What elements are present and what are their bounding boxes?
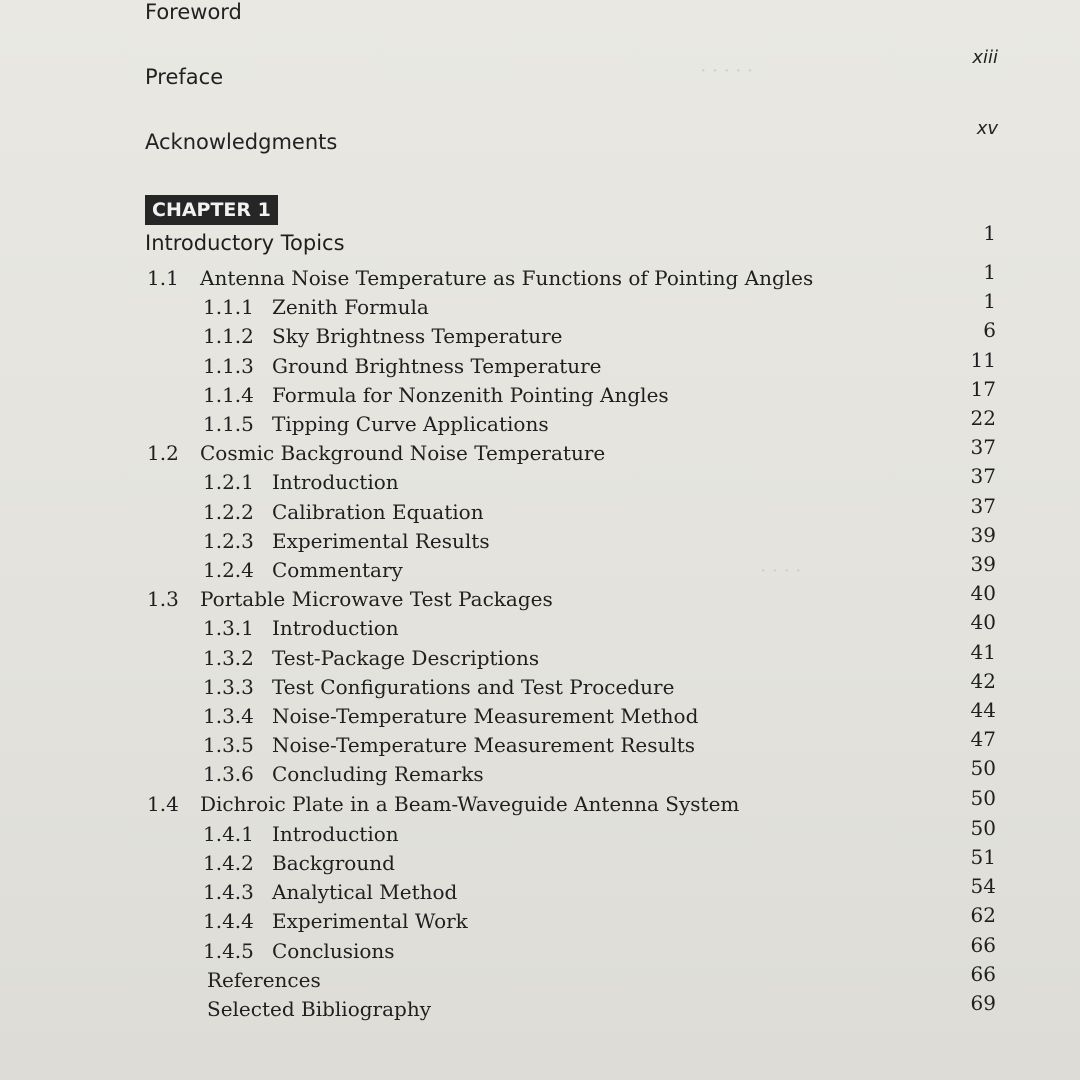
toc-entry-number: 1.2.4 [203, 558, 254, 582]
toc-entry-number: 1.2 [147, 441, 179, 465]
toc-entry [0, 435, 1080, 469]
toc-entry [0, 406, 1080, 440]
toc-entry-number: 1.4.5 [203, 939, 254, 963]
toc-entry-page: 62 [970, 903, 996, 927]
toc-entry [0, 845, 1080, 879]
toc-entry-title: References [207, 968, 321, 992]
toc-foreword: Foreword [145, 0, 242, 24]
toc-acknowledgments-page: xv [976, 118, 998, 139]
toc-entry-number: 1.3.5 [203, 733, 254, 757]
toc-entry-page: 1 [983, 289, 996, 313]
toc-entry [0, 260, 1080, 294]
toc-entry-page: 22 [970, 406, 996, 430]
chapter-page-number: 1 [983, 221, 996, 245]
toc-entry [0, 552, 1080, 586]
toc-entry-title: Concluding Remarks [272, 762, 484, 786]
chapter-title: Introductory Topics [145, 231, 345, 255]
toc-entry-page: 66 [970, 933, 996, 957]
toc-entry-number: 1.1.2 [203, 324, 254, 348]
book-page: · · · · · · · · · Foreword Preface xiii Acknowledgments xv CHAPTER 1 Introductory Topics 1 1.1 Antenna Noise Temperature as Functions of Pointing Angles 1 1.1.1 Zenith Formula 1 1.1.2 Sky Brightness Temperature 6 1.1.3 Ground Brightness Temperature 11 1.1.4 Formula for Nonzenith Pointing Angles 17 1.1.5 Tipping Curve Applications 22 1.2 Cosmic Background Noise Temperature 37 1.2.1 Introduction 37 1.2.2 Calibration Equation 37 1.2.3 Experimental Results 39 1.2.4 Commentary 39 1.3 Portable Microwave Test Packages 40 1.3.1 Introduction 40 1.3.2 Test-Package Descriptions 41 1.3.3 Test Configurations and Test Procedure 42 1.3.4 Noise-Temperature Measurement Method 44 1.3.5 Noise-Temperature Measurement Results 47 1.3.6 Concluding Remarks 50 1.4 Dichroic Plate in a Beam-Waveguide Antenna System 50 1.4.1 Introduction 50 1.4.2 Background 51 1.4.3 Analytical Method 54 1.4.4 Experimental Work 62 1.4.5 Conclusions 66 References 66 Selected Bibliography 69 [0, 0, 1080, 1080]
toc-entry-title: Analytical Method [272, 880, 458, 904]
toc-entry-page: 6 [983, 318, 996, 342]
toc-entry-page: 37 [970, 494, 996, 518]
chapter-badge: CHAPTER 1 [145, 195, 278, 225]
toc-entry-page: 41 [970, 640, 996, 664]
toc-entry-page: 1 [983, 260, 996, 284]
toc-entry-page: 37 [970, 435, 996, 459]
toc-entry [0, 962, 1080, 996]
toc-entry-title: Test-Package Descriptions [272, 646, 540, 670]
toc-entry [0, 523, 1080, 557]
toc-entry [0, 933, 1080, 967]
toc-entry [0, 698, 1080, 732]
toc-entry-number: 1.3.3 [203, 675, 254, 699]
toc-entry [0, 991, 1080, 1025]
toc-entry-page: 17 [970, 377, 996, 401]
toc-entry-page: 50 [970, 816, 996, 840]
toc-entry [0, 581, 1080, 615]
toc-entry [0, 756, 1080, 790]
toc-entry [0, 348, 1080, 382]
toc-entry-title: Sky Brightness Temperature [272, 324, 563, 348]
toc-entry-title: Noise-Temperature Measurement Results [272, 733, 696, 757]
toc-entry-number: 1.4.2 [203, 851, 254, 875]
toc-entry-title: Introduction [272, 822, 399, 846]
toc-entry [0, 610, 1080, 644]
toc-entry-title: Introduction [272, 470, 399, 494]
toc-entry-number: 1.3 [147, 587, 179, 611]
toc-entry-page: 50 [970, 786, 996, 810]
toc-entry-number: 1.4 [147, 792, 179, 816]
toc-entry-page: 39 [970, 523, 996, 547]
toc-entry-number: 1.3.4 [203, 704, 254, 728]
toc-entry-title: Experimental Work [272, 909, 468, 933]
toc-entry-number: 1.3.1 [203, 616, 254, 640]
toc-entry-title: Zenith Formula [272, 295, 429, 319]
toc-entry-number: 1.4.4 [203, 909, 254, 933]
toc-entry-title: Ground Brightness Temperature [272, 354, 602, 378]
toc-entry-number: 1.1.4 [203, 383, 254, 407]
toc-entry [0, 318, 1080, 352]
toc-entry [0, 786, 1080, 820]
toc-entry-title: Experimental Results [272, 529, 490, 553]
toc-entry [0, 289, 1080, 323]
toc-entry [0, 816, 1080, 850]
toc-entry-page: 40 [970, 610, 996, 634]
toc-entry-title: Antenna Noise Temperature as Functions of Pointing Angles [200, 266, 814, 290]
toc-entry-number: 1.2.3 [203, 529, 254, 553]
toc-entry [0, 903, 1080, 937]
toc-entry [0, 377, 1080, 411]
toc-entry-number: 1.2.1 [203, 470, 254, 494]
toc-entry-number: 1.1.1 [203, 295, 254, 319]
toc-entry-page: 54 [970, 874, 996, 898]
toc-entry-title: Selected Bibliography [207, 997, 432, 1021]
toc-entry-title: Formula for Nonzenith Pointing Angles [272, 383, 669, 407]
toc-entry-number: 1.1.3 [203, 354, 254, 378]
toc-entry [0, 727, 1080, 761]
toc-entry-title: Dichroic Plate in a Beam-Waveguide Antenna System [200, 792, 740, 816]
toc-entry-title: Test Configurations and Test Procedure [272, 675, 675, 699]
toc-entry-page: 11 [970, 348, 996, 372]
toc-entry-page: 42 [970, 669, 996, 693]
toc-entry-title: Background [272, 851, 395, 875]
toc-entry [0, 669, 1080, 703]
toc-entry-title: Noise-Temperature Measurement Method [272, 704, 699, 728]
toc-entry-page: 69 [970, 991, 996, 1015]
toc-entry-page: 39 [970, 552, 996, 576]
toc-entry [0, 464, 1080, 498]
toc-preface-page: xiii [972, 47, 998, 68]
toc-entry-title: Tipping Curve Applications [272, 412, 549, 436]
toc-entry-number: 1.4.3 [203, 880, 254, 904]
toc-entry-title: Portable Microwave Test Packages [200, 587, 553, 611]
toc-entry-number: 1.1 [147, 266, 179, 290]
toc-acknowledgments: Acknowledgments [145, 130, 338, 154]
toc-entry-title: Commentary [272, 558, 403, 582]
toc-entry-number: 1.4.1 [203, 822, 254, 846]
toc-entry [0, 874, 1080, 908]
toc-entry-page: 51 [970, 845, 996, 869]
toc-entry-number: 1.3.2 [203, 646, 254, 670]
toc-entry-number: 1.3.6 [203, 762, 254, 786]
toc-entry-page: 37 [970, 464, 996, 488]
toc-entry-title: Conclusions [272, 939, 395, 963]
toc-entry-page: 47 [970, 727, 996, 751]
toc-entry [0, 494, 1080, 528]
toc-entry [0, 640, 1080, 674]
toc-entry-page: 50 [970, 756, 996, 780]
toc-entry-number: 1.1.5 [203, 412, 254, 436]
toc-entry-page: 66 [970, 962, 996, 986]
toc-entry-number: 1.2.2 [203, 500, 254, 524]
toc-entry-page: 44 [970, 698, 996, 722]
toc-entry-title: Introduction [272, 616, 399, 640]
toc-entry-page: 40 [970, 581, 996, 605]
toc-preface: Preface [145, 65, 224, 89]
toc-entry-title: Calibration Equation [272, 500, 484, 524]
toc-entry-title: Cosmic Background Noise Temperature [200, 441, 606, 465]
